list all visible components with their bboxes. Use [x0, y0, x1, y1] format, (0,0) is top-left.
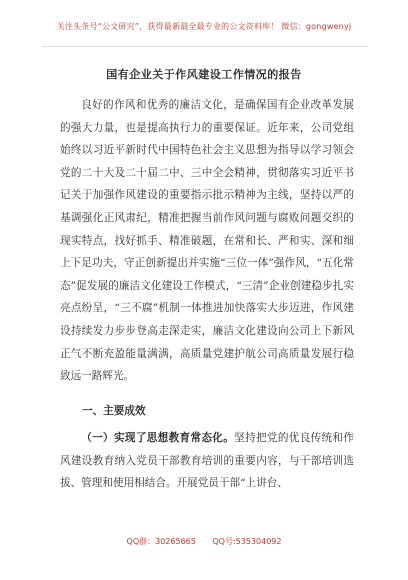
- document-title: 国有企业关于作风建设工作情况的报告: [106, 68, 302, 81]
- subsection-paragraph: [60, 427, 354, 495]
- subsection-text: 坚持把党的优良传统和作风建设教育纳入党员干部教育培训的重要内容，与干部培训选拔、管理和使用相结合。开展党员干部“上讲台、: [60, 432, 355, 490]
- intro-paragraph: 良好的作风和优秀的廉洁文化，是确保国有企业改革发展的强大力量，也是提高执行力的重要保证。近年来，公司党组始终以习近平新时代中国特色社会主义思想为指导以学习领会党的二十大及二十届二中、三中全会精神，贯彻落实习近平书记关于加强作风建设的重要指示批示精神为主线，坚持以严的基调强化正风肃纪，精准把握当前作风问题与腐败问题交织的现实特点，找好抓手、精准破题，在常和长、严和实、深和细上下足功夫，守正创新提出并实施“三位一体”强作风，“五化常态”促发展的廉洁文化建设工作模式，“三清”企业创建稳步扎实亮点纷呈，“三不腐”机制一体推进加快落实大步迈进，作风建设持续发力步步登高走深走实，廉洁文化建设向公司上下新风正气不断充盈能量满满，高质量党建护航公司高质量发展行稳致远一路辉光。: [60, 99, 354, 383]
- subsection-lead: （一）实现了思想教育常态化。: [81, 432, 235, 444]
- section-heading: 一、主要成效: [82, 405, 146, 417]
- footer-qq-group: QQ群：30265665: [126, 537, 196, 546]
- intro-section: [60, 94, 354, 388]
- footer-qq-number: QQ号:535304092: [212, 537, 282, 546]
- subsection-one: [60, 427, 354, 495]
- header-promo-note: 关注头条号“公文研究”，获得最新最全最专业的公文资料库！ 微信：gongwenyj: [56, 22, 352, 31]
- footer-contact: [0, 536, 408, 547]
- header-divider: [42, 46, 368, 47]
